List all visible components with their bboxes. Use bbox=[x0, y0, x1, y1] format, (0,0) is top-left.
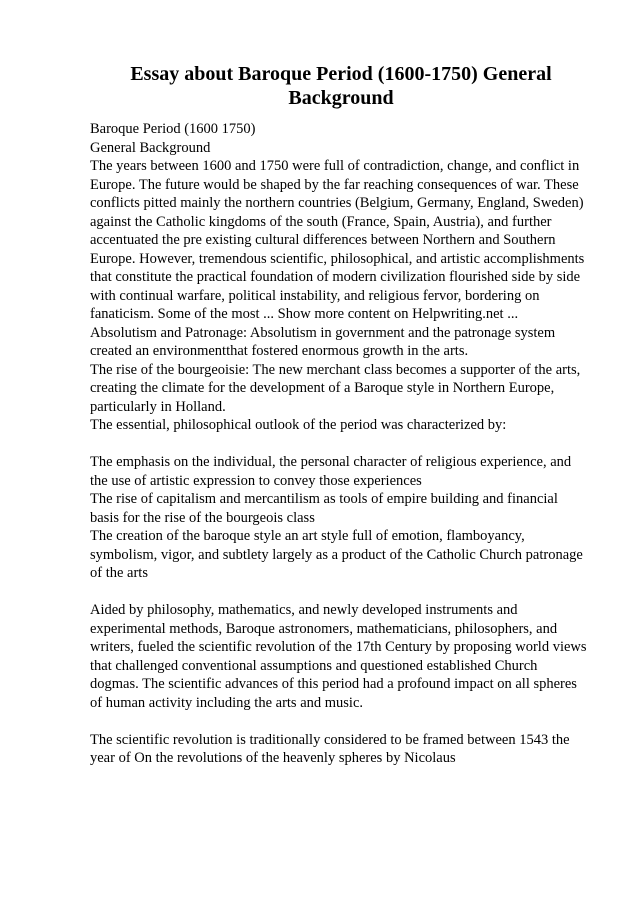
text-line: The years between 1600 and 1750 were full of contradiction, change, and conflict in bbox=[90, 158, 580, 174]
text-line: creating the climate for the development of a Baroque style in Northern Europe, bbox=[90, 380, 555, 396]
text-line: with continual warfare, political instability, and religious fervor, bordering on bbox=[90, 287, 540, 304]
text-line: The essential, philosophical outlook of the period was characterized by: bbox=[90, 417, 507, 433]
text-line: experimental methods, Baroque astronomers, mathematicians, philosophers, and bbox=[90, 620, 558, 637]
text-line: The scientific revolution is traditionally considered to be framed between 1543 the bbox=[90, 731, 570, 748]
text-line: that constitute the practical foundation of modern civilization flourished side by side bbox=[90, 269, 581, 285]
paragraph-gap bbox=[90, 583, 610, 602]
text-line: fanaticism. Some of the most ... Show more content on Helpwriting.net ... bbox=[90, 306, 519, 322]
text-line: conflicts pitted mainly the northern countries (Belgium, Germany, England, Sweden) bbox=[90, 195, 584, 211]
text-line: writers, fueled the scientific revolution of the 17th Century by proposing world views bbox=[90, 639, 587, 655]
essay-body bbox=[90, 120, 610, 768]
text-line: year of On the revolutions of the heavenly spheres by Nicolaus bbox=[90, 750, 456, 766]
text-line: of human activity including the arts and music. bbox=[90, 694, 364, 711]
text-line: the use of artistic expression to convey those experiences bbox=[90, 472, 422, 489]
paragraph-gap bbox=[90, 435, 610, 454]
text-line: The emphasis on the individual, the personal character of religious experience, and bbox=[90, 454, 572, 470]
text-line: created an environmentthat fostered enormous growth in the arts. bbox=[90, 343, 469, 359]
text-line: Europe. However, tremendous scientific, philosophical, and artistic accomplishments bbox=[90, 250, 585, 267]
text-line: The creation of the baroque style an art style full of emotion, flamboyancy, bbox=[90, 528, 525, 544]
text-line: The rise of the bourgeoisie: The new merchant class becomes a supporter of the arts, bbox=[90, 361, 581, 378]
text-line: Baroque Period (1600 1750) bbox=[90, 121, 256, 137]
text-line: Aided by philosophy, mathematics, and newly developed instruments and bbox=[90, 602, 518, 618]
title-line: Background bbox=[288, 87, 394, 109]
text-line: accentuated the pre existing cultural differences between Northern and Southern bbox=[90, 232, 556, 248]
text-line: particularly in Holland. bbox=[90, 398, 226, 415]
title-line: Essay about Baroque Period (1600-1750) General bbox=[130, 63, 552, 85]
text-line: symbolism, vigor, and subtlety largely as a product of the Catholic Church patronage bbox=[90, 546, 583, 563]
page-title bbox=[90, 62, 592, 110]
text-line: basis for the rise of the bourgeois class bbox=[90, 509, 315, 526]
text-line: dogmas. The scientific advances of this period had a profound impact on all spheres bbox=[90, 676, 577, 692]
text-line: The rise of capitalism and mercantilism as tools of empire building and financial bbox=[90, 491, 558, 507]
text-line: that challenged conventional assumptions and questioned established Church bbox=[90, 657, 538, 674]
paragraph-gap bbox=[90, 712, 610, 731]
text-line: Absolutism and Patronage: Absolutism in government and the patronage system bbox=[90, 324, 556, 341]
text-line: Europe. The future would be shaped by the far reaching consequences of war. These bbox=[90, 176, 579, 193]
text-line: General Background bbox=[90, 139, 211, 156]
text-line: against the Catholic kingdoms of the south (France, Spain, Austria), and further bbox=[90, 213, 552, 230]
text-line: of the arts bbox=[90, 565, 148, 581]
